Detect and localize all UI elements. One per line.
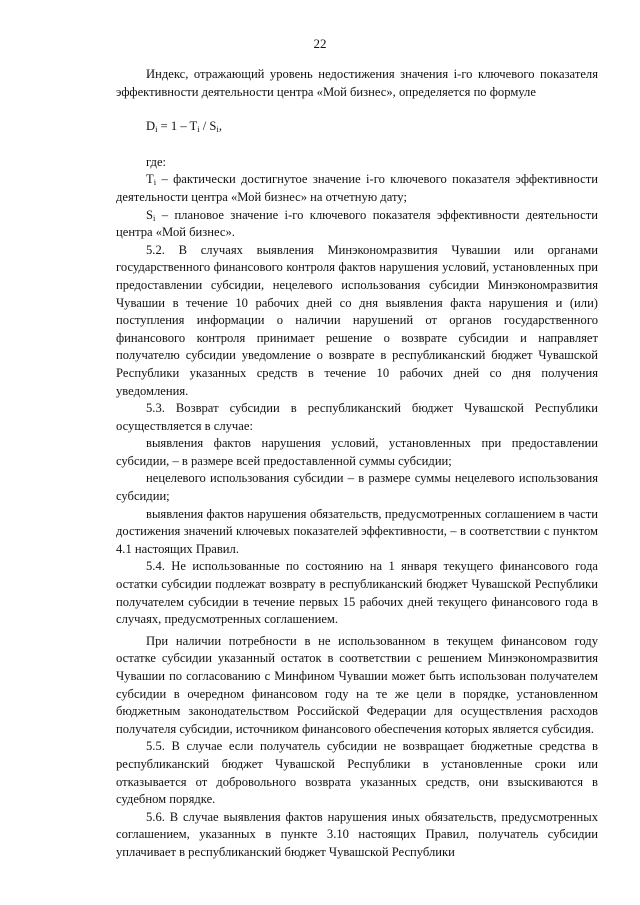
definition-t-index: i xyxy=(153,177,157,188)
definition-t xyxy=(116,171,598,206)
definition-t-symbol: T xyxy=(146,172,154,187)
formula-divisor: / S xyxy=(199,119,217,134)
definition-s-index: i xyxy=(153,212,156,223)
paragraph-5-4: 5.4. Не использованные по состоянию на 1 января текущего финансового года остатки субсидии подлежат возврату в республиканский бюджет Чувашской Республики получателем субсидии в течение первых 15 рабочих дней текущего финансового года в случаях, предусмотренных соглашением. xyxy=(116,559,598,627)
definition-s-text: – плановое значение i-го ключевого показателя эффективности деятельности центра «Мой бизнес». xyxy=(116,207,598,240)
paragraph-5-3-item-3: выявления фактов нарушения обязательств, предусмотренных соглашением в части достижения значений ключевых показателей эффективности, – в соответствии с пунктом 4.1 настоящих Правил. xyxy=(116,506,598,556)
paragraph-5-6: 5.6. В случае выявления фактов нарушения иных обязательств, предусмотренных соглашением, указанных в пункте 3.10 настоящих Правил, получатель субсидии уплачивает в республиканский бюджет Чувашской Республики xyxy=(116,809,598,859)
formula-lhs: D xyxy=(146,119,156,134)
formula-s-index: i xyxy=(216,124,219,135)
formula xyxy=(146,118,598,136)
document-body xyxy=(116,66,598,862)
paragraph-5-3-item-1: выявления фактов нарушения условий, установленных при предоставлении субсидии, – в размере всей предоставленной суммы субсидии; xyxy=(116,436,598,468)
definition-s xyxy=(116,207,598,242)
paragraph-5-3: 5.3. Возврат субсидии в республиканский бюджет Чувашской Республики осуществляется в случае: xyxy=(116,401,598,433)
formula-t-index: i xyxy=(197,124,200,135)
intro-paragraph: Индекс, отражающий уровень недостижения значения i-го ключевого показателя эффективности деятельности центра «Мой бизнес», определяется по формуле xyxy=(116,67,598,99)
paragraph-5-2: 5.2. В случаях выявления Минэкономразвития Чувашии или органами государственного финансового контроля фактов нарушения условий, установленных при предоставлении субсидии, нецелевого использования субсидии Минэкономразвития Чувашии в течение 10 рабочих дней со дня выявления факта нарушения и (или) поступления информации о наличии нарушений от органов государственного финансового контроля принимает решение о возврате субсидии и направляет получателю субсидии уведомление о возврате в республиканский бюджет Чувашской Республики указанных средств в течение 10 рабочих дней со дня получения уведомления. xyxy=(116,242,598,398)
formula-tail: , xyxy=(218,119,222,134)
definition-s-symbol: S xyxy=(146,207,154,222)
definition-t-text: – фактически достигнутое значение i-го ключевого показателя эффективности деятельности центра «Мой бизнес» на отчетную дату; xyxy=(116,172,598,204)
formula-middle: = 1 – T xyxy=(157,119,198,134)
paragraph-5-3-item-2: нецелевого использования субсидии – в размере суммы нецелевого использования субсидии; xyxy=(116,471,598,504)
formula-lhs-index: i xyxy=(155,124,158,135)
paragraph-5-4-continued: При наличии потребности в не использованном в текущем финансовом году остатке субсидии указанный остаток в соответствии с решением Минэкономразвития Чувашии по согласованию с Минфином Чувашии может быть использован получателем субсидии в очередном финансовом году на те же цели в порядке, установленном бюджетным законодательством Российской Федерации для осуществления расходов получателя субсидии, источником финансового обеспечения которых является субсидия. xyxy=(116,633,598,736)
page-number: 22 xyxy=(313,36,327,51)
where-label: где: xyxy=(146,154,167,169)
paragraph-5-5: 5.5. В случае если получатель субсидии не возвращает бюджетные средства в республиканский бюджет Чувашской Республики в установленные сроки или отказывается от добровольного возврата указанных средств, они взыскиваются в судебном порядке. xyxy=(116,739,598,807)
